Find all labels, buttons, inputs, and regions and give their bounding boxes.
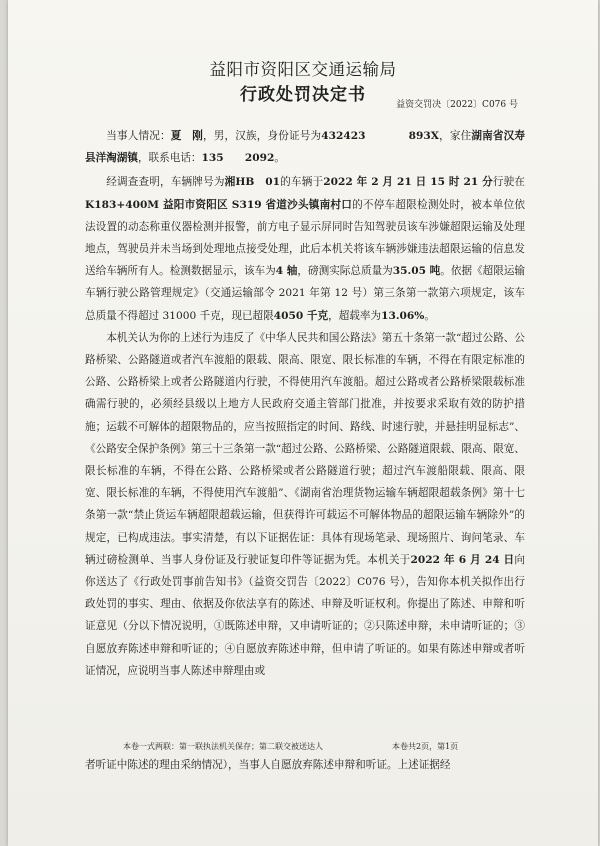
investigation-text: 的不停车超限检测处时，被本单位依法设置的动态称重仪器检测并报警，前方电子显示屏同时告知驾驶员该车涉嫌超限运输及处理地点，驾驶员并未当场到处理地点接受处理，此后本机关将该车辆涉嫌违法超限运输的信息发送给车辆所有人。检测数据显示，该车为 — [85, 198, 525, 278]
agency-title: 益阳市资阳区交通运输局 — [209, 60, 397, 79]
ruling-paragraph — [85, 327, 525, 682]
party-address-label: ，家住 — [439, 130, 472, 142]
document-title: 行政处罚决定书 — [240, 85, 366, 105]
party-info — [85, 125, 525, 169]
overweight-amount: 4050 千克 — [273, 309, 329, 322]
continuation-line: 者听证中陈述的理由采纳情况），当事人自愿放弃陈述申辩和听证。上述证据经 — [85, 759, 451, 771]
party-end: 。 — [274, 152, 285, 165]
footer-copies-note: 本卷一式两联：第一联执法机关保存；第二联交被送达人 — [123, 742, 323, 751]
ruling-text: 本机关认为你的上述行为违反了《中华人民共和国公路法》第五十条第一款“超过公路、公路桥梁、公路隧道或者汽车渡船的限载、限高、限宽、限长标准的车辆，不得在有限定标准的公路、公路桥梁上或者公路隧道内行驶，不得使用汽车渡船。超过公路或者公路桥梁限载标准确需行驶的，必须经县级以上地方人民政府交通主管部门批准，并按要求采取有效的防护措施；运载不可解体的超限物品的，应当按照指定的时间、路线、时速行驶，并悬挂明显标志”、《公路安全保护条例》第三十三条第一款“超过公路、公路桥梁、公路隧道限载、限高、限宽、限长标准的车辆，不得在公路、公路桥梁或者公路隧道行驶；超过汽车渡船限载、限高、限宽、限长标准的车辆，不得使用汽车渡船”、《湖南省治理货物运输车辆超限超载条例》第十七条第一款“禁止货运车辆超限超载运输，但获得许可载运不可解体物品的超限运输车辆除外”的规定，已构成违法。事实清楚，有以下证据佐证：具体有现场笔录、现场照片、询问笔录、车辆过磅检测单、当事人身份证及行驶证复印件等证据为凭。本机关于 — [85, 331, 525, 566]
party-phone-label: ，联系电话： — [137, 152, 202, 165]
investigation-paragraph — [85, 171, 525, 326]
party-details: ，男，汉族，身份证号为 — [202, 130, 322, 142]
notice-date: 2022 年 6 月 24 日 — [410, 553, 515, 566]
party-id-number: 432423 893X — [321, 130, 439, 142]
investigation-text: ，超载率为 — [328, 309, 382, 322]
investigation-text: 。 — [424, 309, 435, 322]
vehicle-plate: 湘HB 01 — [224, 176, 280, 189]
party-label: 当事人情况： — [106, 130, 171, 142]
party-name: 夏 刚 — [170, 130, 203, 142]
party-phone: 135 2092 — [201, 152, 275, 165]
document-number: 益资交罚决〔2022〕C076 号 — [396, 100, 518, 110]
vehicle-axles: 4 轴 — [275, 265, 298, 278]
investigation-text: 经调查查明，车辆牌号为 — [106, 176, 225, 189]
investigation-text: 的车辆于 — [280, 176, 324, 189]
measured-weight: 35.05 吨 — [392, 265, 441, 278]
overload-rate: 13.06% — [381, 309, 425, 322]
violation-datetime: 2022 年 2 月 21 日 15 时 21 分 — [323, 176, 493, 189]
violation-location: K183+400M 益阳市资阳区 S319 省道沙头镇南村口 — [85, 198, 353, 211]
footer-page-number: 本卷共2页，第1页 — [392, 742, 459, 751]
investigation-text: 行驶在 — [492, 176, 525, 189]
ruling-text: 向你送达了《行政处罚事前告知书》（益资交罚告〔2022〕C076 号），告知你本机关拟作出行政处罚的事实、理由、依据及你依法享有的陈述、申辩及听证权利。你提出了陈述、申辩和听证意见（分以下情况说明，①既陈述申辩，又申请听证的；②只陈述申辩，未申请听证的；③自愿放弃陈述申辩和听证的；④自愿放弃陈述申辩，但申请了听证的。如果有陈述申辩或者听证情况，应说明当事人陈述申辩理由或 — [85, 553, 526, 677]
investigation-text: ，磅测实际总质量为 — [297, 265, 393, 278]
document-body — [85, 125, 525, 682]
document-page — [8, 0, 598, 846]
investigation-text: 。依据《超限运输车辆行驶公路管理规定》（交通运输部令 2021 年第 12 号）第三条第一款第六项规定，该车总质量不得超过 31000 千克，现已超限 — [85, 265, 526, 322]
party-address: 湖南省汉寿县洋淘湖镇 — [85, 130, 526, 165]
